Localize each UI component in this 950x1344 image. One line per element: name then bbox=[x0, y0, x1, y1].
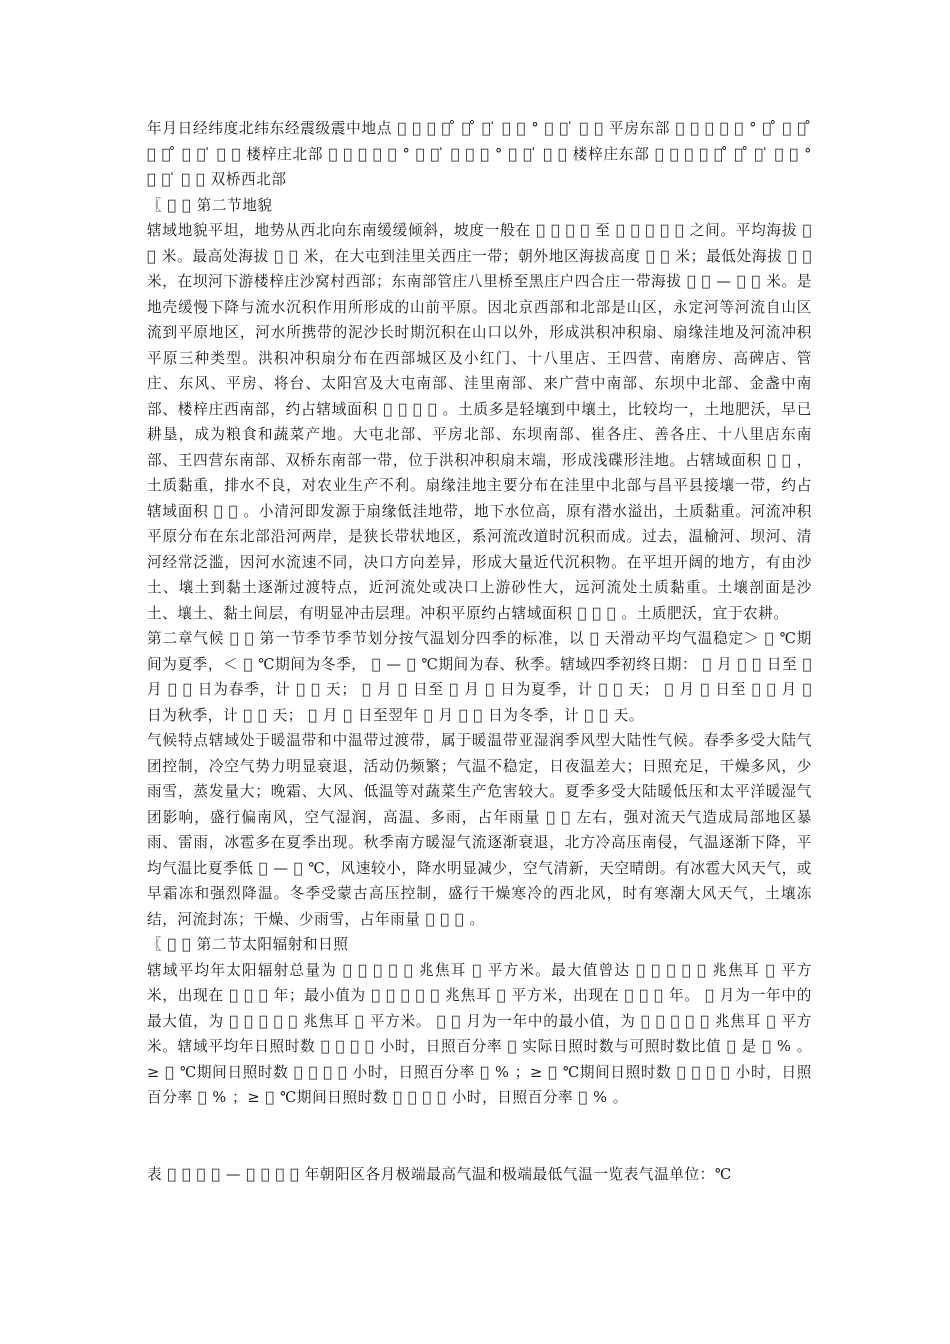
section-heading-landform: 〖     第二节地貌 bbox=[147, 196, 273, 214]
paragraph-landform: 辖域地貌平坦，地势从西北向东南缓缓倾斜，坡度一般在         至           之间。平均海拔     米。最高处海拔     米，在大屯到洼里关西庄一带；朝外地区海拔高度     米；最低处海拔     米，在坝河下游楼梓庄沙窝村西部；东南部管庄八里桥至黑庄户四合庄一带海拔     —     米。是地壳缓慢下降与流水沉积作用所形成的山前平原。因北京西部和北部是山区，永定河等河流自山区流到平原地区，河水所携带的泥沙长时期沉积在山口以外，形成洪积冲积扇、扇缘洼地及河流冲积平原三种类型。洪积冲积扇分布在西部城区及小红门、十八里店、王四营、南磨房、高碑店、管庄、东风、平房、将台、太阳宫及大屯南部、洼里南部、来广营中南部、东坝中北部、金盏中南部、楼梓庄西南部，约占辖域面积         。土质多是轻壤到中壤土，比较均一，土地肥沃，早已耕垦，成为粮食和蔬菜产地。大屯北部、平房北部、东坝南部、崔各庄、善各庄、十八里店东南部、王四营东南部、双桥东南部一带，位于洪积冲积扇末端，形成浅碟形洼地。占辖域面积     ，土质黏重，排水不良，对农业生产不利。扇缘洼地主要分布在洼里中北部与昌平县接壤一带，约占辖域面积     。小清河即发源于扇缘低洼地带，地下水位高，原有潜水溢出，土质黏重。河流冲积平原分布在东北部沿河两岸，是狭长带状地区，系河流改道时沉积而成。过去，温榆河、坝河、清河经常泛滥，因河水流速不同，决口方向差异，形成大量近代沉积物。在平坦开阔的地方，有由沙土、壤土到黏土逐渐过渡特点，近河流处或决口上游砂性大，远河流处土质黏重。土壤剖面是沙土、壤土、黏土间层，有明显冲击层理。冲积平原约占辖域面积       。土质肥沃，宜于农耕。 bbox=[147, 222, 818, 622]
section-heading-solar-radiation: 〖     第二节太阳辐射和日照 bbox=[147, 936, 349, 953]
table-caption: 表         —         年朝阳区各月极端最高气温和极端最低气温一览表气温单位：℃ bbox=[147, 1165, 732, 1183]
earthquake-table-text: 年月日经纬度北纬东经震级震中地点         ̊   ̊   ̍     °     ̍     平房东部           °   ̊     ̊     ̊     ̍     楼梓庄北部           °     ̍       °     ̍     楼梓庄东部           ̊   ̊   ̍     °     ̍     双桥西北部 bbox=[147, 120, 818, 188]
paragraph-solar-radiation: 辖域平均年太阳辐射总量为           兆焦耳   平方米。最大值曾达           兆焦耳   平方米，出现在       年；最小值为           兆焦耳   平方米，出现在       年。   月为一年中的最大值，为           兆焦耳   平方米。     月为一年中的最小值，为           兆焦耳   平方米。辖域平均年日照时数         小时，日照百分率   实际日照时数与可照时数比值   是   % 。≥   ℃期间日照时数         小时，日照百分率   % ；≥   ℃期间日照时数         小时，日照百分率   % ；≥   ℃期间日照时数         小时，日照百分率   % 。 bbox=[147, 961, 812, 1106]
document-body bbox=[147, 116, 818, 1187]
paragraph-climate-features: 气候特点辖域处于暖温带和中温带过渡带，属于暖温带亚湿润季风型大陆性气候。春季多受大陆气团控制，冷空气势力明显衰退，活动仍频繁；气温不稳定，日夜温差大；日照充足，干燥多风，少雨雪，蒸发量大；晚霜、大风、低温等对蔬菜生产危害较大。夏季多受大陆暖低压和太平洋暖湿气团影响，盛行偏南风，空气湿润，高温、多雨，占年雨量     左右，强对流天气造成局部地区暴雨、雷雨，冰雹多在夏季出现。秋季南方暖湿气流逐渐衰退，北方冷高压南侵，气温逐渐下降，平均气温比夏季低   —   ℃，风速较小，降水明显减少，空气清新，天空晴朗。有冰雹大风天气，或早霜冻和强烈降温。冬季受蒙古高压控制，盛行干燥寒冷的西北风，时有寒潮大风天气，土壤冻结，河流封冻；干燥、少雨雪，占年雨量       。 bbox=[147, 732, 812, 928]
blank-line bbox=[147, 1136, 812, 1162]
paragraph-seasons: 第二章气候     第一节季节季节划分按气温划分四季的标准，以   天滑动平均气温稳定＞   ℃期间为夏季，＜   ℃期间为冬季，   —   ℃期间为春、秋季。辖域四季初终日期：   月     日至   月     日为春季，计     天；   月   日至   月   日为夏季，计     天；   月   日至     月   日为秋季，计     天；   月   日至翌年   月     日为冬季，计     天。 bbox=[147, 630, 818, 724]
blank-line bbox=[147, 1111, 812, 1137]
